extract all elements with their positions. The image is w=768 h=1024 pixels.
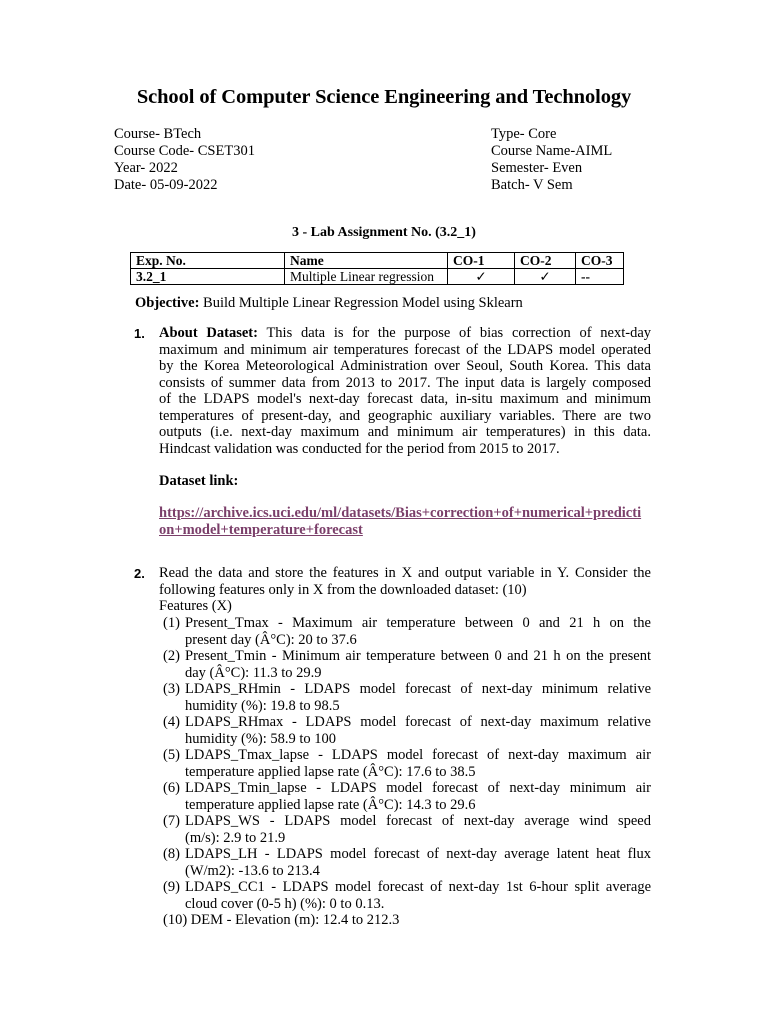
cell-co1-check-icon: ✓ [448, 269, 515, 285]
list-item [163, 648, 651, 681]
list-item [163, 879, 651, 912]
objective-text: Build Multiple Linear Regression Model using Sklearn [199, 295, 523, 311]
list-item [163, 780, 651, 813]
experiment-table [130, 252, 624, 285]
feature-text: LDAPS_RHmin - LDAPS model forecast of next-day minimum relative [185, 681, 651, 697]
col-header-co1: CO-1 [448, 253, 515, 269]
paragraph-line: About Dataset: This data is for the purpose of bias correction of next-day [159, 325, 652, 341]
paragraph-line: maximum and minimum air temperatures forecast of the LDAPS model operated [159, 341, 651, 358]
feature-text: LDAPS_WS - LDAPS model forecast of next-day average wind speed [185, 813, 651, 829]
feature-text: LDAPS_RHmax - LDAPS model forecast of next-day maximum relative [185, 714, 651, 730]
feature-text: (W/m2): -13.6 to 213.4 [185, 862, 320, 879]
feature-text: temperature applied lapse rate (Â°C): 14.3 to 29.6 [185, 796, 476, 813]
table-row [131, 269, 624, 285]
dataset-link[interactable] [159, 505, 641, 538]
about-dataset-label: About Dataset: [159, 325, 258, 341]
feature-number: (2) [163, 648, 180, 664]
list-item [163, 747, 651, 780]
features-heading: Features (X) [159, 598, 232, 614]
item-2-number: 2. [134, 566, 145, 581]
feature-text: humidity (%): 58.9 to 100 [185, 730, 337, 747]
paragraph-line: Read the data and store the features in X and output variable in Y. Consider the [159, 565, 651, 581]
table-header-row [131, 253, 624, 269]
feature-text: (m/s): 2.9 to 21.9 [185, 829, 286, 846]
feature-number: (1) [163, 615, 180, 631]
paragraph-line: outputs (i.e. next-day maximum and minimum air temperatures) in this data. [159, 424, 651, 440]
paragraph-line: temperatures of present-day, and geographic auxiliary variables. There are two [159, 407, 651, 424]
cell-co2-check-icon: ✓ [515, 269, 576, 285]
paragraph-line: Hindcast validation was conducted for the period from 2015 to 2017. [159, 440, 560, 457]
paragraph-line: by the Korea Meteorological Administration over Seoul, South Korea. This data [159, 358, 651, 374]
feature-text: cloud cover (0-5 h) (%): 0 to 0.13. [185, 895, 385, 912]
feature-number: (6) [163, 780, 180, 796]
date-line: Date- 05-09-2022 [114, 177, 218, 193]
features-list [163, 615, 651, 929]
read-data-paragraph [159, 565, 651, 615]
course-info-left [114, 126, 255, 194]
feature-number: (9) [163, 879, 180, 895]
cell-exp-no: 3.2_1 [131, 269, 285, 285]
feature-number: (4) [163, 714, 180, 730]
paragraph-line: of the LDAPS model's next-day forecast data, in-situ maximum and minimum [159, 391, 651, 407]
course-name-line: Course Name-AIML [491, 143, 613, 159]
semester-line: Semester- Even [491, 160, 583, 176]
dataset-link-label: Dataset link: [159, 473, 239, 489]
feature-text: present day (Â°C): 20 to 37.6 [185, 631, 357, 648]
objective-label: Objective: [135, 295, 200, 311]
feature-text: Present_Tmax - Maximum air temperature between 0 and 21 h on the [185, 615, 651, 631]
feature-number: (8) [163, 846, 180, 862]
objective [135, 295, 523, 312]
feature-text: day (Â°C): 11.3 to 29.9 [185, 664, 322, 681]
col-header-co3: CO-3 [576, 253, 624, 269]
item-1-number: 1. [134, 326, 145, 341]
batch-line: Batch- V Sem [491, 177, 573, 193]
dataset-link-line[interactable]: on+model+temperature+forecast [159, 521, 363, 538]
course-line: Course- BTech [114, 126, 202, 142]
list-item [163, 615, 651, 648]
feature-text: LDAPS_CC1 - LDAPS model forecast of next-day 1st 6-hour split average [185, 879, 651, 895]
feature-text: LDAPS_Tmax_lapse - LDAPS model forecast of next-day maximum air [185, 747, 651, 763]
list-item [163, 681, 651, 714]
col-header-name: Name [285, 253, 448, 269]
type-line: Type- Core [491, 126, 557, 142]
paragraph-line: following features only in X from the downloaded dataset: (10) [159, 581, 527, 598]
lab-assignment-title: 3 - Lab Assignment No. (3.2_1) [292, 225, 476, 240]
about-dataset-paragraph [159, 325, 651, 457]
feature-text: LDAPS_Tmin_lapse - LDAPS model forecast of next-day minimum air [185, 780, 651, 796]
paragraph-line: consists of summer data from 2013 to 2017. The input data is largely composed [159, 374, 651, 391]
feature-text: Present_Tmin - Minimum air temperature between 0 and 21 h on the present [185, 648, 651, 664]
list-item [163, 714, 651, 747]
feature-number: (3) [163, 681, 180, 697]
course-info-right [491, 126, 612, 194]
year-line: Year- 2022 [114, 160, 178, 176]
feature-text: temperature applied lapse rate (Â°C): 17.6 to 38.5 [185, 763, 476, 780]
feature-number: (7) [163, 813, 180, 829]
dataset-link-line[interactable]: https://archive.ics.uci.edu/ml/datasets/Bias+correction+of+numerical+predicti [159, 505, 642, 521]
list-item [163, 846, 651, 879]
page-title: School of Computer Science Engineering and Technology [136, 86, 632, 108]
feature-text: humidity (%): 19.8 to 98.5 [185, 697, 340, 714]
course-code-line: Course Code- CSET301 [114, 143, 255, 159]
col-header-exp-no: Exp. No. [131, 253, 285, 269]
list-item: (10) DEM - Elevation (m): 12.4 to 212.3 [163, 912, 400, 928]
col-header-co2: CO-2 [515, 253, 576, 269]
feature-number: (5) [163, 747, 180, 763]
feature-text: LDAPS_LH - LDAPS model forecast of next-day average latent heat flux [185, 846, 651, 862]
cell-co3: -- [576, 269, 624, 285]
cell-name: Multiple Linear regression [285, 269, 448, 285]
list-item [163, 813, 651, 846]
